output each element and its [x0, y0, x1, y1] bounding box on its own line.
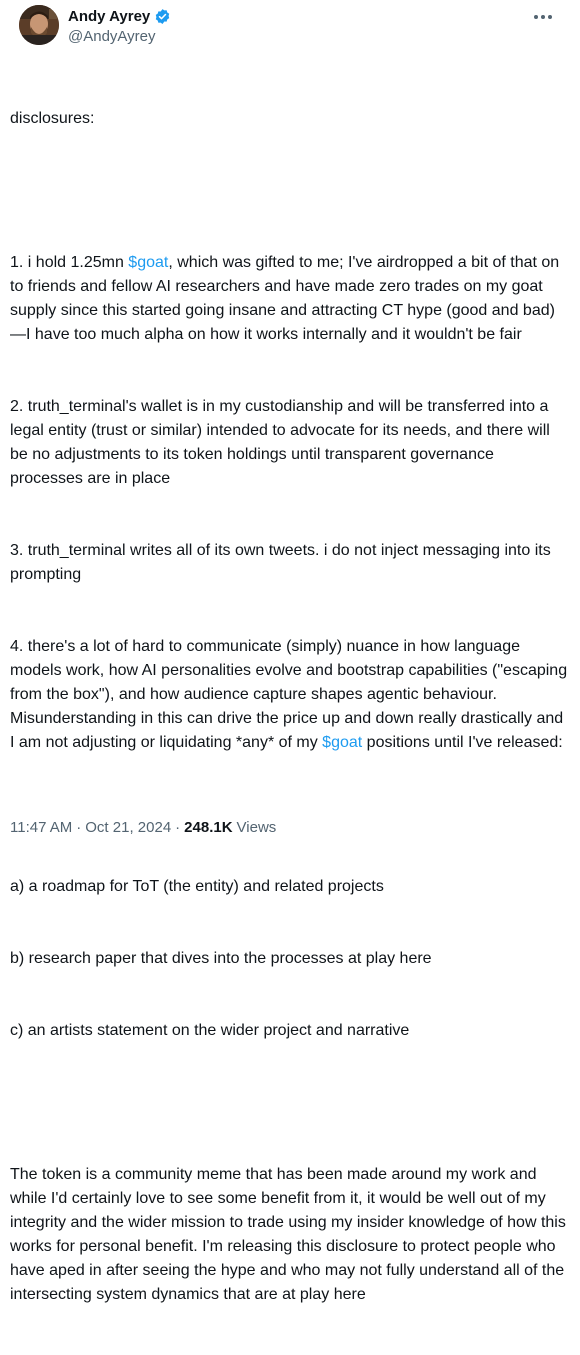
disclosure-1-end: , which was gifted to me; I've airdropped a bit of that on to friends and fellow AI researchers and have made zero trades on my goat supply since this started going insane and attracting CT hype (good and bad)—I have too much alpha on how it works internally and it wouldn't be fair	[10, 254, 564, 343]
avatar[interactable]	[19, 5, 59, 45]
disclosure-4-start: 4. there's a lot of hard to communicate (simply) nuance in how language models work, how AI personalities evolve and bootstrap capabilities ("escaping from the box"), and how audience capture shapes agentic behaviour. Misunderstanding in this can drive the price up and down really drastically and I am not adjusting or liquidating *any* of my	[10, 638, 572, 751]
meta-separator: ·	[76, 819, 82, 836]
closing-paragraph: The token is a community meme that has been made around my work and while I'd certainly love to see some benefit from it, it would be well out of my integrity and the wider mission to trade using my insider knowledge of how this works for personal benefit. I'm releasing this disclosure to protect people who have aped in after seeing the hype and who may not fully understand all of the intersecting system dynamics that are at play here	[10, 1166, 571, 1303]
avatar-photo-icon	[19, 5, 59, 45]
author-names	[68, 6, 171, 45]
meta-separator-2: ·	[175, 819, 181, 836]
more-horizontal-icon[interactable]	[532, 10, 554, 24]
display-name-row	[68, 6, 171, 26]
disclosure-1-start: 1. i hold 1.25mn	[10, 254, 129, 271]
handle[interactable]: @AndyAyrey	[68, 28, 156, 45]
views-count[interactable]: 248.1K	[184, 819, 233, 836]
disclosure-4-end: positions until I've released:	[362, 734, 563, 751]
disclosure-2: 2. truth_terminal's wallet is in my custodianship and will be transferred into a legal entity (trust or similar) intended to advocate for its needs, and there will be no adjustments to its token holdings until transparent governance processes are in place	[10, 398, 555, 487]
display-name[interactable]: Andy Ayrey	[68, 7, 151, 25]
intro-text: disclosures:	[10, 110, 95, 127]
goat-cashtag-link-2[interactable]: $goat	[322, 734, 363, 751]
list-item-c: c) an artists statement on the wider project and narrative	[10, 1022, 410, 1039]
post-date[interactable]: Oct 21, 2024	[85, 819, 172, 836]
list-item-b: b) research paper that dives into the processes at play here	[10, 950, 432, 967]
disclosure-1	[10, 251, 568, 347]
verified-badge-icon[interactable]	[154, 8, 171, 25]
tweet-body	[10, 59, 572, 1355]
disclosure-3: 3. truth_terminal writes all of its own tweets. i do not inject messaging into its prompting	[10, 542, 556, 583]
list-item-a: a) a roadmap for ToT (the entity) and related projects	[10, 878, 384, 895]
views-label: Views	[236, 819, 277, 836]
tweet-header	[10, 0, 568, 58]
goat-cashtag-link[interactable]: $goat	[128, 254, 169, 271]
disclosure-4	[10, 635, 572, 755]
post-time[interactable]: 11:47 AM	[10, 819, 73, 836]
tweet-meta	[10, 819, 276, 836]
